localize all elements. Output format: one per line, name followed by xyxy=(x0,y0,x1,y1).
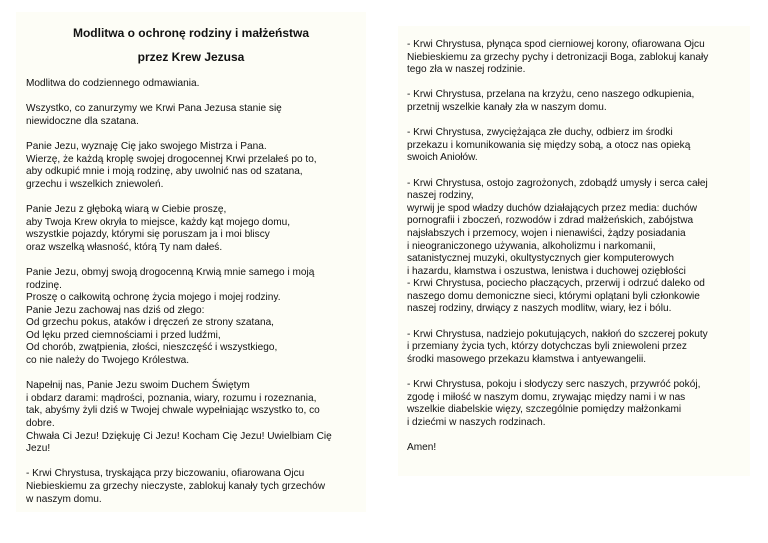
left-page xyxy=(16,12,366,512)
right-page xyxy=(398,26,750,476)
right-page-text: - Krwi Chrystusa, płynąca spod cierniowej korony, ofiarowana Ojcu Niebieskiemu za grzechy pychy i detronizacji Boga, zablokuj kanały tego zła w naszej rodzinie. - Krwi Chrystusa, przelana na krzyżu, ceno naszego odkupienia, przetnij wszelkie kanały zła w naszym domu. - Krwi Chrystusa, zwyciężająca złe duchy, odbierz im środki przekazu i komunikowania się między sobą, a otocz nas opieką swoich Aniołów. - Krwi Chrystusa, ostojo zagrożonych, zdobądź umysły i serca całej naszej rodziny, wyrwij je spod władzy duchów działających przez media: duchów pornografii i zboczeń, rozwodów i zdrad małżeńskich, zabójstwa najsłabszych i przemocy, wojen i nienawiści, żądzy posiadania i nieograniczonego używania, alkoholizmu i narkomanii, satanistycznej muzyki, okultystycznych gier komputerowych i hazardu, kłamstwa i oszustwa, lenistwa i duchowej oziębłości - Krwi Chrystusa, pociecho płaczących, przerwij i odrzuć daleko od naszego domu demoniczne sieci, którymi oplątani byli członkowie naszej rodziny, drwiący z naszych modlitw, wiary, łez i bólu. - Krwi Chrystusa, nadziejo pokutujących, nakłoń do szczerej pokuty i przemiany życia tych, którzy dotychczas byli zniewoleni przez środki masowego przekazu kłamstwa i antyewangelii. - Krwi Chrystusa, pokoju i słodyczy serc naszych, przywróć pokój, zgodę i miłość w naszym domu, zrywając między nami i w nas wszelkie diabelskie więzy, szczególnie pomiędzy małżonkami i dziećmi w naszych rodzinach. Amen! xyxy=(407,39,709,453)
document-title: Modlitwa o ochronę rodziny i małżeństwa xyxy=(72,26,310,40)
document-subtitle: przez Krew Jezusa xyxy=(137,50,245,64)
left-page-text: Modlitwa do codziennego odmawiania. Wszystko, co zanurzymy we Krwi Pana Jezusa stanie się niewidoczne dla szatana. Panie Jezu, wyznaję Cię jako swojego Mistrza i Pana. Wierzę, że każdą kroplę swojej drogocennej Krwi przelałeś po to, aby odkupić mnie i moją rodzinę, aby uwolnić nas od szatana, grzechu i wszelkich zniewoleń. Panie Jezu z głęboką wiarą w Ciebie proszę, aby Twoja Krew okryła to miejsce, każdy kąt mojego domu, wszystkie pojazdy, którymi się poruszam ja i moi bliscy oraz wszelką własność, którą Ty nam dałeś. Panie Jezu, obmyj swoją drogocenną Krwią mnie samego i moją rodzinę. Proszę o całkowitą ochronę życia mojego i mojej rodziny. Panie Jezu zachowaj nas dziś od złego: Od grzechu pokus, ataków i dręczeń ze strony szatana, Od lęku przed ciemnościami i przed ludźmi, Od chorób, zwątpienia, złości, nieszczęść i wszystkiego, co nie należy do Twojego Królestwa. Napełnij nas, Panie Jezu swoim Duchem Świętym i obdarz darami: mądrości, poznania, wiary, rozumu i rozeznania, tak, abyśmy żyli dziś w Twojej chwale wypełniając wszystko to, co dobre. Chwała Ci Jezu! Dziękuję Ci Jezu! Kocham Cię Jezu! Uwielbiam Cię Jezu! - Krwi Chrystusa, tryskająca przy biczowaniu, ofiarowana Ojcu Niebieskiemu za grzechy nieczyste, zablokuj kanały tych grzechów w naszym domu. xyxy=(26,78,332,505)
